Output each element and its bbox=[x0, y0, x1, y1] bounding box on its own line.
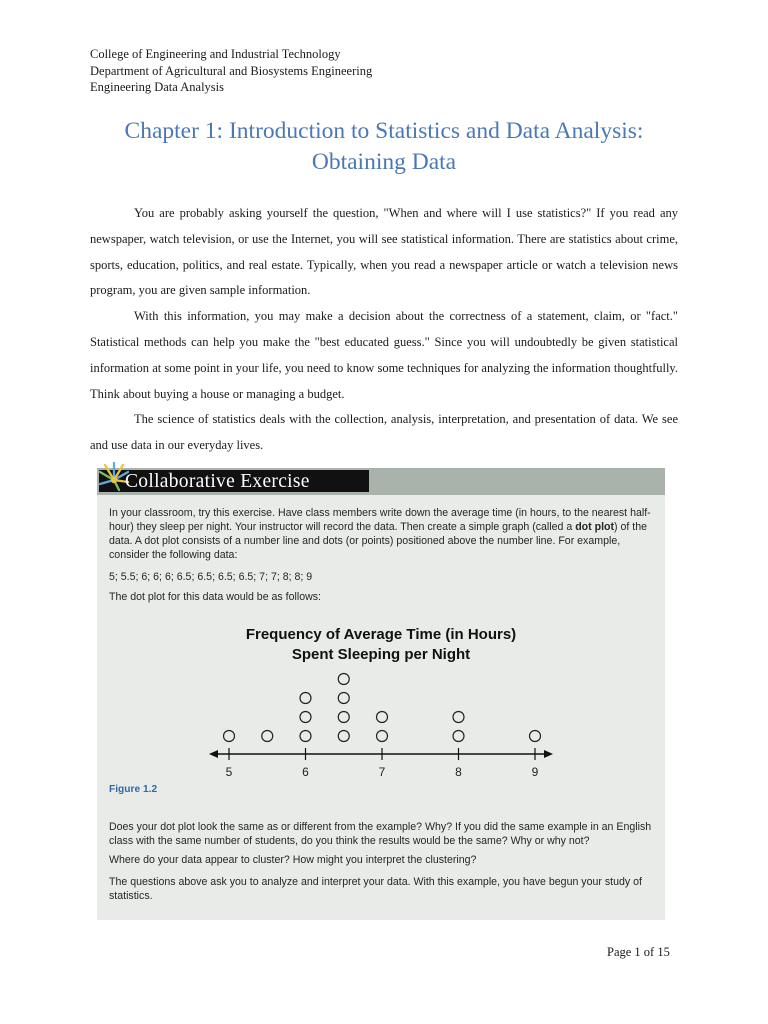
dot-marker bbox=[338, 731, 349, 742]
dot-marker bbox=[224, 731, 235, 742]
collaborative-exercise-box bbox=[97, 468, 665, 920]
exercise-question-3: The questions above ask you to analyze and interpret your data. With this example, you have begun your study of statistics. bbox=[109, 876, 642, 902]
exercise-title-block bbox=[99, 470, 369, 492]
dot-marker bbox=[377, 731, 388, 742]
page-number: Page 1 of 15 bbox=[607, 945, 670, 959]
x-tick-label: 8 bbox=[455, 765, 462, 779]
paragraph-1: You are probably asking yourself the question, "When and where will I use statistics?" If you read any newspaper, watch television, or use the Internet, you will see statistical information. There are statistics about crime, sports, education, politics, and real estate. Typically, when you read a newspaper article or watch a television news program, you are given sample information. bbox=[90, 206, 678, 298]
dot-marker bbox=[338, 693, 349, 704]
chapter-title-line1: Chapter 1: Introduction to Statistics and Data Analysis: bbox=[124, 118, 644, 144]
x-tick-label: 9 bbox=[531, 765, 539, 779]
tick-layer bbox=[226, 748, 539, 779]
chart-title-line1: Frequency of Average Time (in Hours) bbox=[245, 626, 517, 643]
exercise-header-bar bbox=[97, 468, 665, 495]
dot-marker bbox=[453, 731, 464, 742]
dot-marker bbox=[300, 731, 311, 742]
x-tick-label: 5 bbox=[225, 765, 233, 779]
exercise-intro-part2: ) of the data. A dot plot consists of a number line and dots (or points) positioned above the number line. For example, consider the following data: bbox=[109, 521, 647, 561]
body-text bbox=[90, 201, 678, 459]
paragraph-2: With this information, you may make a decision about the correctness of a statement, claim, or "fact." Statistical methods can help you make the "best educated guess." Since you will undoubtedly be given statistical information at some point in your life, you need to know some techniques for analyzing the information thoughtfully. Think about buying a house or managing a budget. bbox=[90, 309, 678, 401]
dot-marker bbox=[338, 674, 349, 685]
header-college: College of Engineering and Industrial Technology bbox=[90, 47, 341, 61]
dot-marker bbox=[262, 731, 273, 742]
dot-marker bbox=[300, 712, 311, 723]
dot-plot-chart bbox=[97, 618, 665, 783]
exercise-intro-part1: In your classroom, try this exercise. Have class members write down the average time (in hours, to the nearest half-hour) they sleep per night. Your instructor will record the data. Then create a simple graph (called a bbox=[109, 507, 651, 533]
dot-marker bbox=[338, 712, 349, 723]
header-department: Department of Agricultural and Biosystems Engineering bbox=[90, 63, 373, 78]
dot-marker bbox=[300, 693, 311, 704]
number-line-right-arrow bbox=[544, 750, 553, 758]
x-tick-label: 7 bbox=[378, 765, 386, 779]
figure-caption: Figure 1.2 bbox=[109, 784, 158, 795]
x-tick-label: 6 bbox=[302, 765, 309, 779]
number-line-left-arrow bbox=[209, 750, 218, 758]
dot-marker bbox=[453, 712, 464, 723]
document-header bbox=[90, 46, 372, 96]
exercise-question-2: Where do your data appear to cluster? How might you interpret the clustering? bbox=[109, 854, 477, 866]
exercise-data-values: 5; 5.5; 6; 6; 6; 6.5; 6.5; 6.5; 6.5; 7; 7; 8; 8; 9 bbox=[109, 571, 313, 583]
chapter-title bbox=[60, 116, 708, 178]
dot-layer bbox=[224, 674, 541, 742]
exercise-intro bbox=[109, 506, 657, 562]
exercise-dotplot-intro: The dot plot for this data would be as follows: bbox=[109, 591, 321, 603]
dot-marker bbox=[377, 712, 388, 723]
header-course: Engineering Data Analysis bbox=[90, 80, 224, 94]
paragraph-3: The science of statistics deals with the collection, analysis, interpretation, and presentation of data. We see and use data in our everyday lives. bbox=[90, 412, 678, 453]
chapter-title-line2: Obtaining Data bbox=[311, 149, 457, 175]
dot-marker bbox=[530, 731, 541, 742]
dot-plot-term: dot plot bbox=[575, 521, 615, 533]
chart-title-line2: Spent Sleeping per Night bbox=[291, 646, 471, 663]
exercise-question-1: Does your dot plot look the same as or different from the example? Why? If you did the same example in an English class with the same number of students, do you think the results would be the same? Why or why not? bbox=[109, 821, 652, 847]
exercise-title: Collaborative Exercise bbox=[125, 471, 310, 492]
